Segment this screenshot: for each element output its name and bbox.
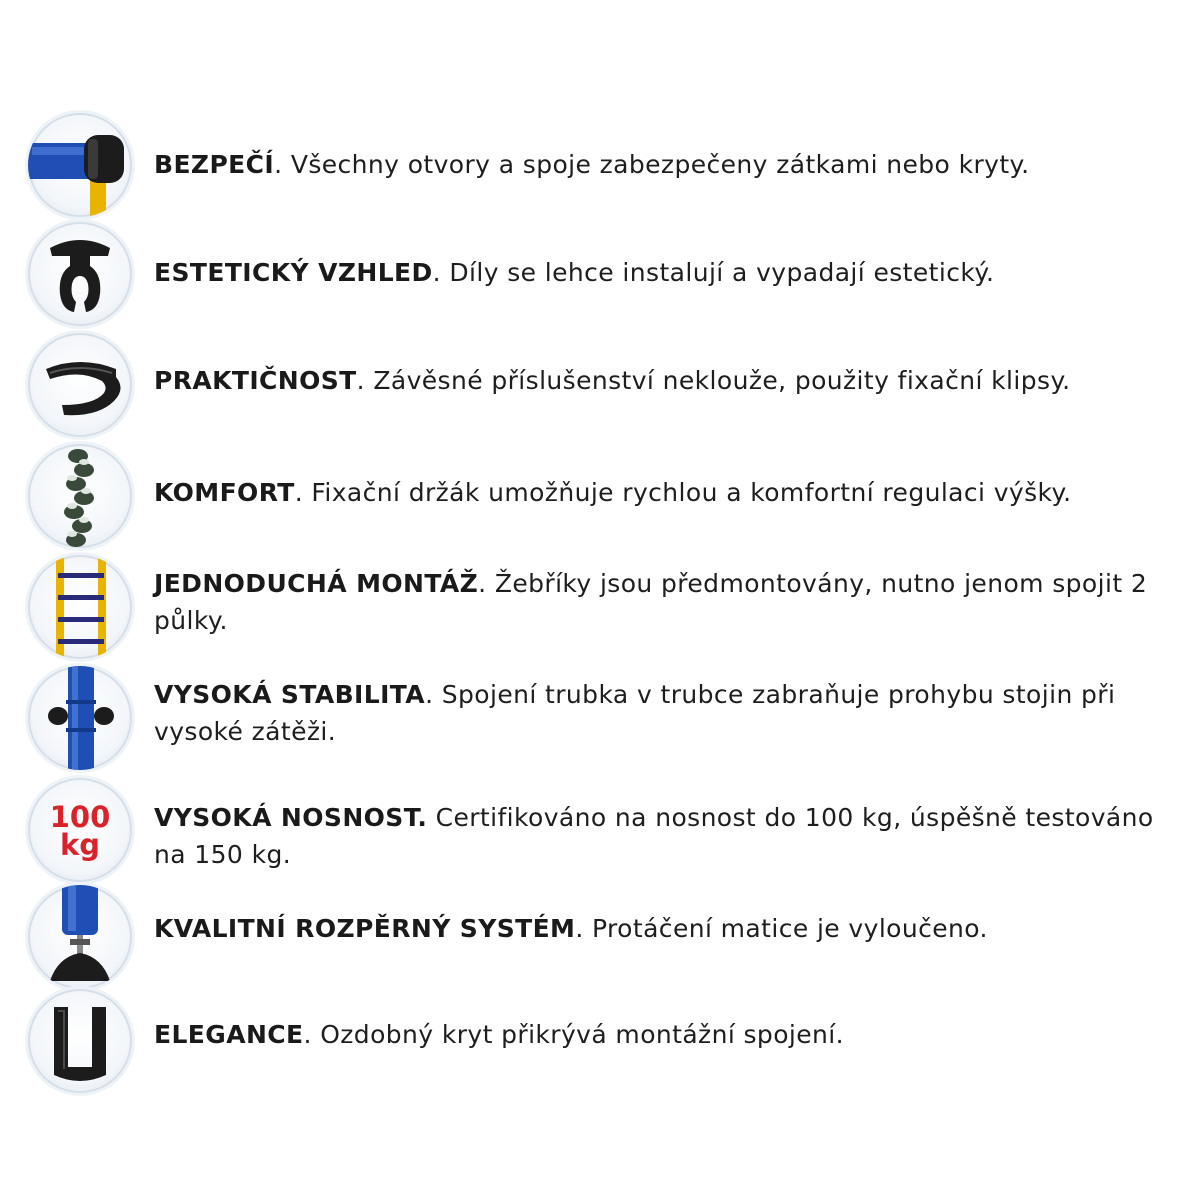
- load-badge-unit: kg: [59, 828, 101, 862]
- feature-title: ESTETICKÝ VZHLED: [154, 258, 433, 287]
- feature-description: . Protáčení matice je vyloučeno.: [575, 914, 988, 943]
- feature-description: Certifikováno na nosnost do 100 kg, úspěšně testováno na 150 kg.: [154, 803, 1154, 869]
- tube-joint-icon: [28, 666, 132, 770]
- feature-description: . Všechny otvory a spoje zabezpečeny zátkami nebo kryty.: [274, 150, 1030, 179]
- fixing-clip-icon: [28, 333, 132, 437]
- feature-title: KVALITNÍ ROZPĚRNÝ SYSTÉM: [154, 914, 576, 943]
- feature-description: . Díly se lehce instalují a vypadají estetický.: [432, 258, 995, 287]
- feature-description: . Spojení trubka v trubce zabraňuje prohybu stojin při vysoké zátěži.: [154, 680, 1116, 746]
- feature-title: PRAKTIČNOST: [154, 366, 357, 395]
- feature-title: KOMFORT: [154, 478, 295, 507]
- spreader-foot-icon: [28, 885, 132, 989]
- feature-description: . Žebříky jsou předmontovány, nutno jenom spojit 2 půlky.: [154, 569, 1148, 635]
- decorative-cover-icon: [28, 989, 132, 1093]
- load-badge-value: 100: [49, 800, 111, 834]
- rope-holder-icon: [28, 444, 132, 548]
- feature-title: ELEGANCE: [154, 1020, 304, 1049]
- feature-title: BEZPEČÍ: [154, 150, 275, 179]
- feature-description: . Fixační držák umožňuje rychlou a komfortní regulaci výšky.: [294, 478, 1072, 507]
- feature-title: VYSOKÁ STABILITA: [154, 680, 426, 709]
- feature-description: . Závěsné příslušenství neklouže, použity fixační klipsy.: [356, 366, 1071, 395]
- feature-title: JEDNODUCHÁ MONTÁŽ: [154, 569, 479, 598]
- feature-title: VYSOKÁ NOSNOST.: [154, 803, 428, 832]
- clip-connector-icon: [28, 222, 132, 326]
- pipe-cap-icon: [28, 113, 132, 217]
- ladder-icon: [28, 555, 132, 659]
- feature-description: . Ozdobný kryt přikrývá montážní spojení.: [303, 1020, 844, 1049]
- load-capacity-icon: [28, 778, 132, 882]
